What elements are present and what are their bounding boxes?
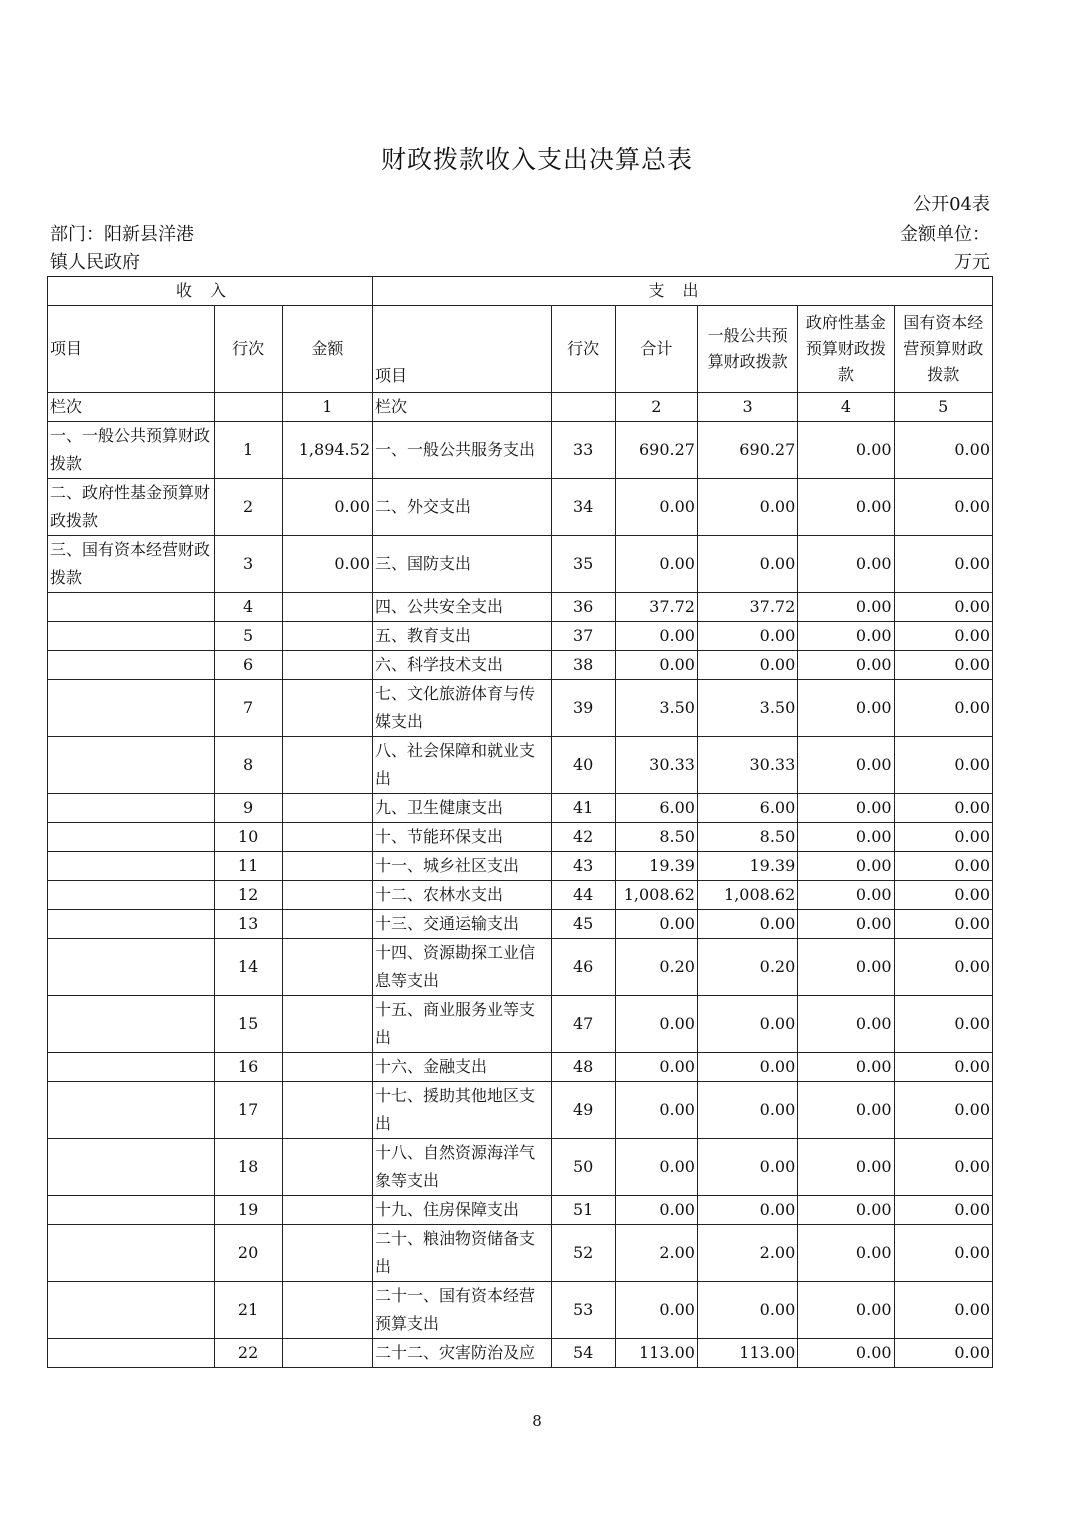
income-amount-cell — [282, 910, 372, 939]
income-row-no-cell: 5 — [214, 622, 282, 651]
income-amount-cell — [282, 794, 372, 823]
fund-budget-amount-cell: 0.00 — [798, 1082, 894, 1139]
expense-row-no-cell: 37 — [551, 622, 615, 651]
header-group-row — [48, 277, 993, 306]
income-row-no-cell: 19 — [214, 1196, 282, 1225]
general-budget-amount-cell: 0.00 — [697, 651, 797, 680]
budget-table — [47, 276, 993, 1368]
income-col-label: 栏次 — [48, 393, 215, 422]
fund-budget-amount-cell: 0.00 — [798, 422, 894, 479]
col-index-4: 4 — [798, 393, 894, 422]
column-index-row — [48, 393, 993, 422]
table-row — [48, 622, 993, 651]
fund-budget-amount-cell: 0.00 — [798, 1225, 894, 1282]
fund-budget-amount-cell: 0.00 — [798, 737, 894, 794]
income-amount-cell — [282, 622, 372, 651]
general-budget-header: 一般公共预算财政拨款 — [697, 306, 797, 393]
department-label: 部门：阳新县洋港 — [50, 224, 194, 245]
total-amount-cell: 1,008.62 — [615, 881, 697, 910]
income-row-no-cell: 2 — [214, 479, 282, 536]
income-item-cell — [48, 1225, 215, 1282]
income-item-cell — [48, 1196, 215, 1225]
total-amount-cell: 0.00 — [615, 1282, 697, 1339]
expense-row-no-cell: 52 — [551, 1225, 615, 1282]
expense-row-no-cell: 34 — [551, 479, 615, 536]
fund-budget-amount-cell: 0.00 — [798, 939, 894, 996]
income-amount-cell — [282, 1196, 372, 1225]
general-budget-amount-cell: 0.00 — [697, 1053, 797, 1082]
expense-item-cell: 十二、农林水支出 — [373, 881, 552, 910]
expense-row-no-cell: 38 — [551, 651, 615, 680]
total-amount-cell: 113.00 — [615, 1339, 697, 1368]
income-row-no-cell: 17 — [214, 1082, 282, 1139]
fund-budget-header: 政府性基金预算财政拨款 — [798, 306, 894, 393]
expense-item-cell: 五、教育支出 — [373, 622, 552, 651]
income-item-cell — [48, 823, 215, 852]
table-row — [48, 479, 993, 536]
expense-item-cell: 一、一般公共服务支出 — [373, 422, 552, 479]
expense-item-cell: 十七、援助其他地区支出 — [373, 1082, 552, 1139]
income-row-no-cell: 12 — [214, 881, 282, 910]
income-amount-header: 金额 — [282, 306, 372, 393]
expense-item-header: 项目 — [373, 306, 552, 393]
income-amount-cell — [282, 852, 372, 881]
table-row — [48, 680, 993, 737]
general-budget-amount-cell: 0.00 — [697, 1196, 797, 1225]
income-amount-cell — [282, 1225, 372, 1282]
income-item-cell — [48, 1139, 215, 1196]
income-item-cell — [48, 1282, 215, 1339]
income-item-cell: 二、政府性基金预算财政拨款 — [48, 479, 215, 536]
expense-row-no-cell: 45 — [551, 910, 615, 939]
fund-budget-amount-cell: 0.00 — [798, 823, 894, 852]
general-budget-amount-cell: 0.00 — [697, 479, 797, 536]
fund-budget-amount-cell: 0.00 — [798, 1053, 894, 1082]
total-amount-cell: 0.00 — [615, 1082, 697, 1139]
state-capital-amount-cell: 0.00 — [894, 536, 992, 593]
state-capital-amount-cell: 0.00 — [894, 1225, 992, 1282]
income-item-cell: 三、国有资本经营财政拨款 — [48, 536, 215, 593]
expense-item-cell: 十四、资源勘探工业信息等支出 — [373, 939, 552, 996]
table-row — [48, 422, 993, 479]
col-index-5: 5 — [894, 393, 992, 422]
total-amount-cell: 19.39 — [615, 852, 697, 881]
income-amount-cell — [282, 1082, 372, 1139]
expense-row-no-cell: 39 — [551, 680, 615, 737]
table-row — [48, 939, 993, 996]
empty-cell — [551, 393, 615, 422]
table-row — [48, 881, 993, 910]
income-row-no-cell: 21 — [214, 1282, 282, 1339]
state-capital-amount-cell: 0.00 — [894, 996, 992, 1053]
state-capital-amount-cell: 0.00 — [894, 1339, 992, 1368]
table-row — [48, 794, 993, 823]
total-amount-cell: 8.50 — [615, 823, 697, 852]
income-item-cell — [48, 1339, 215, 1368]
page-number: 8 — [532, 1412, 542, 1430]
income-row-no-cell: 13 — [214, 910, 282, 939]
empty-cell — [214, 393, 282, 422]
col-index-3: 3 — [697, 393, 797, 422]
income-row-no-cell: 11 — [214, 852, 282, 881]
total-amount-cell: 37.72 — [615, 593, 697, 622]
state-capital-amount-cell: 0.00 — [894, 823, 992, 852]
expense-item-cell: 八、社会保障和就业支出 — [373, 737, 552, 794]
income-item-cell — [48, 737, 215, 794]
income-item-cell — [48, 881, 215, 910]
table-row — [48, 1282, 993, 1339]
state-capital-amount-cell: 0.00 — [894, 593, 992, 622]
income-row-no-cell: 4 — [214, 593, 282, 622]
table-row — [48, 651, 993, 680]
form-number: 公开04表 — [913, 194, 990, 215]
income-item-cell — [48, 1053, 215, 1082]
general-budget-amount-cell: 1,008.62 — [697, 881, 797, 910]
income-item-cell — [48, 996, 215, 1053]
state-capital-amount-cell: 0.00 — [894, 479, 992, 536]
income-row-no-cell: 6 — [214, 651, 282, 680]
fund-budget-amount-cell: 0.00 — [798, 881, 894, 910]
general-budget-amount-cell: 0.20 — [697, 939, 797, 996]
total-amount-cell: 0.00 — [615, 536, 697, 593]
income-row-no-cell: 7 — [214, 680, 282, 737]
state-capital-amount-cell: 0.00 — [894, 881, 992, 910]
income-item-cell — [48, 852, 215, 881]
income-amount-cell — [282, 1139, 372, 1196]
state-capital-amount-cell: 0.00 — [894, 422, 992, 479]
income-row-no-cell: 20 — [214, 1225, 282, 1282]
expense-item-cell: 九、卫生健康支出 — [373, 794, 552, 823]
unit-value: 万元 — [954, 252, 990, 273]
income-item-cell — [48, 593, 215, 622]
income-row-no-cell: 16 — [214, 1053, 282, 1082]
expense-item-cell: 十、节能环保支出 — [373, 823, 552, 852]
expense-row-no-cell: 41 — [551, 794, 615, 823]
state-capital-amount-cell: 0.00 — [894, 1282, 992, 1339]
expense-item-cell: 十三、交通运输支出 — [373, 910, 552, 939]
general-budget-amount-cell: 0.00 — [697, 910, 797, 939]
state-capital-amount-cell: 0.00 — [894, 1053, 992, 1082]
general-budget-amount-cell: 0.00 — [697, 996, 797, 1053]
fund-budget-amount-cell: 0.00 — [798, 1196, 894, 1225]
total-amount-cell: 0.00 — [615, 1196, 697, 1225]
total-amount-cell: 0.00 — [615, 622, 697, 651]
income-item-cell — [48, 939, 215, 996]
fund-budget-amount-cell: 0.00 — [798, 536, 894, 593]
expense-item-cell: 十八、自然资源海洋气象等支出 — [373, 1139, 552, 1196]
table-row — [48, 823, 993, 852]
income-amount-cell — [282, 996, 372, 1053]
fund-budget-amount-cell: 0.00 — [798, 1139, 894, 1196]
expense-item-cell: 十五、商业服务业等支出 — [373, 996, 552, 1053]
state-capital-amount-cell: 0.00 — [894, 939, 992, 996]
expense-item-cell: 六、科学技术支出 — [373, 651, 552, 680]
income-amount-cell — [282, 939, 372, 996]
table-row — [48, 593, 993, 622]
general-budget-amount-cell: 0.00 — [697, 1082, 797, 1139]
income-row-no-cell: 8 — [214, 737, 282, 794]
total-amount-cell: 2.00 — [615, 1225, 697, 1282]
income-amount-cell: 0.00 — [282, 479, 372, 536]
state-capital-amount-cell: 0.00 — [894, 794, 992, 823]
department-label-cont: 镇人民政府 — [50, 252, 140, 273]
table-row — [48, 1225, 993, 1282]
expense-row-no-cell: 50 — [551, 1139, 615, 1196]
expense-item-cell: 十六、金融支出 — [373, 1053, 552, 1082]
income-row-no-header: 行次 — [214, 306, 282, 393]
fund-budget-amount-cell: 0.00 — [798, 593, 894, 622]
income-header: 收入 — [48, 277, 373, 306]
fund-budget-amount-cell: 0.00 — [798, 1339, 894, 1368]
table-row — [48, 536, 993, 593]
expense-row-no-cell: 36 — [551, 593, 615, 622]
expense-row-no-cell: 43 — [551, 852, 615, 881]
income-item-cell — [48, 622, 215, 651]
income-amount-cell — [282, 680, 372, 737]
income-amount-cell: 0.00 — [282, 536, 372, 593]
state-capital-amount-cell: 0.00 — [894, 680, 992, 737]
expense-item-cell: 十一、城乡社区支出 — [373, 852, 552, 881]
table-row — [48, 1139, 993, 1196]
income-row-no-cell: 10 — [214, 823, 282, 852]
table-row — [48, 1196, 993, 1225]
income-row-no-cell: 15 — [214, 996, 282, 1053]
expense-header: 支出 — [373, 277, 993, 306]
income-item-cell — [48, 1082, 215, 1139]
total-amount-cell: 0.00 — [615, 996, 697, 1053]
unit-label: 金额单位： — [900, 224, 990, 245]
table-row — [48, 737, 993, 794]
fund-budget-amount-cell: 0.00 — [798, 479, 894, 536]
expense-item-cell: 二十一、国有资本经营预算支出 — [373, 1282, 552, 1339]
state-capital-amount-cell: 0.00 — [894, 1082, 992, 1139]
general-budget-amount-cell: 2.00 — [697, 1225, 797, 1282]
total-amount-cell: 30.33 — [615, 737, 697, 794]
state-capital-amount-cell: 0.00 — [894, 910, 992, 939]
expense-row-no-cell: 46 — [551, 939, 615, 996]
expense-row-no-cell: 44 — [551, 881, 615, 910]
expense-item-cell: 四、公共安全支出 — [373, 593, 552, 622]
expense-item-cell: 三、国防支出 — [373, 536, 552, 593]
col-index-2: 2 — [615, 393, 697, 422]
expense-col-label: 栏次 — [373, 393, 552, 422]
general-budget-amount-cell: 30.33 — [697, 737, 797, 794]
expense-row-no-cell: 49 — [551, 1082, 615, 1139]
total-amount-cell: 6.00 — [615, 794, 697, 823]
general-budget-amount-cell: 0.00 — [697, 536, 797, 593]
state-capital-amount-cell: 0.00 — [894, 622, 992, 651]
expense-item-cell: 二、外交支出 — [373, 479, 552, 536]
expense-row-no-cell: 54 — [551, 1339, 615, 1368]
table-row — [48, 996, 993, 1053]
income-amount-cell — [282, 881, 372, 910]
state-capital-amount-cell: 0.00 — [894, 737, 992, 794]
income-item-cell — [48, 651, 215, 680]
expense-row-no-cell: 33 — [551, 422, 615, 479]
income-row-no-cell: 18 — [214, 1139, 282, 1196]
income-amount-cell — [282, 651, 372, 680]
general-budget-amount-cell: 0.00 — [697, 622, 797, 651]
income-amount-cell — [282, 737, 372, 794]
expense-item-cell: 十九、住房保障支出 — [373, 1196, 552, 1225]
total-header: 合计 — [615, 306, 697, 393]
general-budget-amount-cell: 8.50 — [697, 823, 797, 852]
general-budget-amount-cell: 3.50 — [697, 680, 797, 737]
income-amount-cell — [282, 1282, 372, 1339]
expense-item-cell: 二十二、灾害防治及应 — [373, 1339, 552, 1368]
general-budget-amount-cell: 37.72 — [697, 593, 797, 622]
general-budget-amount-cell: 6.00 — [697, 794, 797, 823]
fund-budget-amount-cell: 0.00 — [798, 651, 894, 680]
income-amount-cell: 1,894.52 — [282, 422, 372, 479]
income-item-cell: 一、一般公共预算财政拨款 — [48, 422, 215, 479]
general-budget-amount-cell: 0.00 — [697, 1282, 797, 1339]
general-budget-amount-cell: 0.00 — [697, 1139, 797, 1196]
fund-budget-amount-cell: 0.00 — [798, 910, 894, 939]
expense-row-no-header: 行次 — [551, 306, 615, 393]
header-row — [48, 306, 993, 393]
income-row-no-cell: 3 — [214, 536, 282, 593]
fund-budget-amount-cell: 0.00 — [798, 622, 894, 651]
fund-budget-amount-cell: 0.00 — [798, 680, 894, 737]
state-capital-amount-cell: 0.00 — [894, 1196, 992, 1225]
table-row — [48, 1082, 993, 1139]
col-index-1: 1 — [282, 393, 372, 422]
income-item-cell — [48, 910, 215, 939]
total-amount-cell: 0.00 — [615, 1139, 697, 1196]
state-capital-header: 国有资本经营预算财政拨款 — [894, 306, 992, 393]
general-budget-amount-cell: 690.27 — [697, 422, 797, 479]
expense-item-cell: 七、文化旅游体育与传媒支出 — [373, 680, 552, 737]
income-item-header: 项目 — [48, 306, 215, 393]
expense-row-no-cell: 40 — [551, 737, 615, 794]
fund-budget-amount-cell: 0.00 — [798, 1282, 894, 1339]
income-amount-cell — [282, 1339, 372, 1368]
table-row — [48, 1053, 993, 1082]
income-amount-cell — [282, 593, 372, 622]
state-capital-amount-cell: 0.00 — [894, 651, 992, 680]
expense-row-no-cell: 47 — [551, 996, 615, 1053]
expense-row-no-cell: 35 — [551, 536, 615, 593]
total-amount-cell: 3.50 — [615, 680, 697, 737]
expense-item-cell: 二十、粮油物资储备支出 — [373, 1225, 552, 1282]
general-budget-amount-cell: 19.39 — [697, 852, 797, 881]
fund-budget-amount-cell: 0.00 — [798, 794, 894, 823]
fund-budget-amount-cell: 0.00 — [798, 996, 894, 1053]
income-row-no-cell: 1 — [214, 422, 282, 479]
total-amount-cell: 690.27 — [615, 422, 697, 479]
income-row-no-cell: 14 — [214, 939, 282, 996]
total-amount-cell: 0.00 — [615, 479, 697, 536]
expense-row-no-cell: 48 — [551, 1053, 615, 1082]
table-row — [48, 1339, 993, 1368]
income-row-no-cell: 9 — [214, 794, 282, 823]
expense-row-no-cell: 42 — [551, 823, 615, 852]
page-title: 财政拨款收入支出决算总表 — [380, 145, 693, 174]
income-amount-cell — [282, 1053, 372, 1082]
total-amount-cell: 0.00 — [615, 651, 697, 680]
expense-row-no-cell: 51 — [551, 1196, 615, 1225]
total-amount-cell: 0.00 — [615, 910, 697, 939]
state-capital-amount-cell: 0.00 — [894, 852, 992, 881]
total-amount-cell: 0.00 — [615, 1053, 697, 1082]
expense-row-no-cell: 53 — [551, 1282, 615, 1339]
state-capital-amount-cell: 0.00 — [894, 1139, 992, 1196]
total-amount-cell: 0.20 — [615, 939, 697, 996]
general-budget-amount-cell: 113.00 — [697, 1339, 797, 1368]
table-row — [48, 852, 993, 881]
income-item-cell — [48, 680, 215, 737]
income-item-cell — [48, 794, 215, 823]
fund-budget-amount-cell: 0.00 — [798, 852, 894, 881]
income-row-no-cell: 22 — [214, 1339, 282, 1368]
table-row — [48, 910, 993, 939]
income-amount-cell — [282, 823, 372, 852]
